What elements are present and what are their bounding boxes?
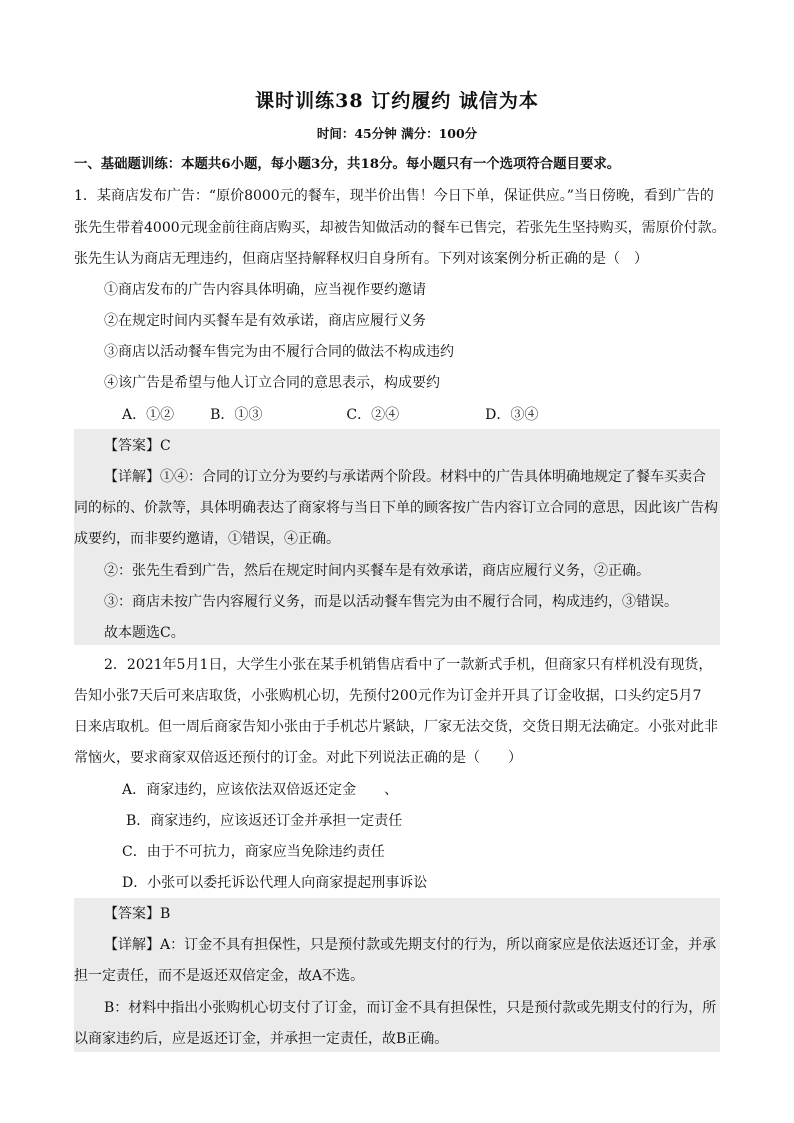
q1-statement: ②在规定时间内买餐车是有效承诺，商店应履行义务 xyxy=(104,313,426,329)
q1-option-c: C．②④ xyxy=(346,407,400,423)
q2-option-d: D．小张可以委托诉讼代理人向商家提起刑事诉讼 xyxy=(122,875,428,891)
q1-answer: 【答案】C xyxy=(104,438,171,454)
q1-detail-line: ②：张先生看到广告，然后在规定时间内买餐车是有效承诺，商店应履行义务，②正确。 xyxy=(104,563,650,579)
q1-detail-line: 同的标的、价款等，具体明确表达了商家将与当日下单的顾客按广告内容订立合同的意思，因此该广告构 xyxy=(74,500,718,516)
q2-detail-line: 担一定责任，而不是返还双倍定金，故A不选。 xyxy=(74,968,365,984)
q1-statement: ④该广告是希望与他人订立合同的意思表示，构成要约 xyxy=(104,375,440,391)
page-title: 课时训练38 订约履约 诚信为本 xyxy=(255,90,539,112)
q1-stem-line: 张先生带着4000元现金前往商店购买，却被告知做活动的餐车已售完，若张先生坚持购买，需原价付款。 xyxy=(74,220,726,236)
q2-stem-line: 日来店取机。但一周后商家告知小张由于手机芯片紧缺，厂家无法交货，交货日期无法确定。小张对此非 xyxy=(74,719,718,735)
q1-stem-line: 张先生认为商店无理违约，但商店坚持解释权归自身所有。下列对该案例分析正确的是（ ） xyxy=(74,251,648,267)
q2-stem-line: 常恼火，要求商家双倍返还预付的订金。对此下列说法正确的是（ ） xyxy=(74,750,522,766)
q2-detail-line: 【详解】A：订金不具有担保性，只是预付款或先期支付的行为，所以商家应是依法返还订金，并承 xyxy=(104,937,717,953)
q1-statement: ③商店以活动餐车售完为由不履行合同的做法不构成违约 xyxy=(104,344,454,360)
q1-options xyxy=(122,405,538,425)
q1-detail-line: 成要约，而非要约邀请，①错误，④正确。 xyxy=(74,531,340,547)
q1-detail-line: 故本题选C。 xyxy=(104,625,185,641)
q2-detail-line: 以商家违约后，应是返还订金，并承担一定责任，故B正确。 xyxy=(74,1031,449,1047)
q2-stem-line: 2．2021年5月1日，大学生小张在某手机销售店看中了一款新式手机，但商家只有样机没有现货， xyxy=(104,657,713,673)
q2-option-c: C．由于不可抗力，商家应当免除违约责任 xyxy=(122,844,385,860)
q1-detail-line: ③：商店未按广告内容履行义务，而是以活动餐车售完为由不履行合同，构成违约，③错误。 xyxy=(104,594,678,610)
q1-option-a: A．①② xyxy=(122,407,175,423)
q1-stem-line: 1．某商店发布广告：“原价8000元的餐车，现半价出售！今日下单，保证供应。”当日傍晚，看到广告的 xyxy=(74,188,714,204)
section-header: 一、基础题训练：本题共6小题，每小题3分，共18分。每小题只有一个选项符合题目要求。 xyxy=(74,156,621,172)
q2-detail-line: B：材料中指出小张购机心切支付了订金，而订金不具有担保性，只是预付款或先期支付的行为，所 xyxy=(104,1000,717,1016)
q2-stem-line: 告知小张7天后可来店取货，小张购机心切，先预付200元作为订金并开具了订金收据，口头约定5月7 xyxy=(74,688,702,704)
q1-detail-line: 【详解】①④：合同的订立分为要约与承诺两个阶段。材料中的广告具体明确地规定了餐车买卖合 xyxy=(104,469,706,485)
q1-statement: ①商店发布的广告内容具体明确，应当视作要约邀请 xyxy=(104,282,426,298)
q1-option-b: B．①③ xyxy=(210,407,263,423)
time-score-info: 时间：45分钟 满分：100分 xyxy=(316,126,478,141)
q2-answer: 【答案】B xyxy=(104,906,171,922)
q2-option-b: B．商家违约，应该返还订金并承担一定责任 xyxy=(126,813,403,829)
q2-option-a: A．商家违约，应该依法双倍返还定金 、 xyxy=(122,782,399,798)
q1-option-d: D．③④ xyxy=(485,407,539,423)
